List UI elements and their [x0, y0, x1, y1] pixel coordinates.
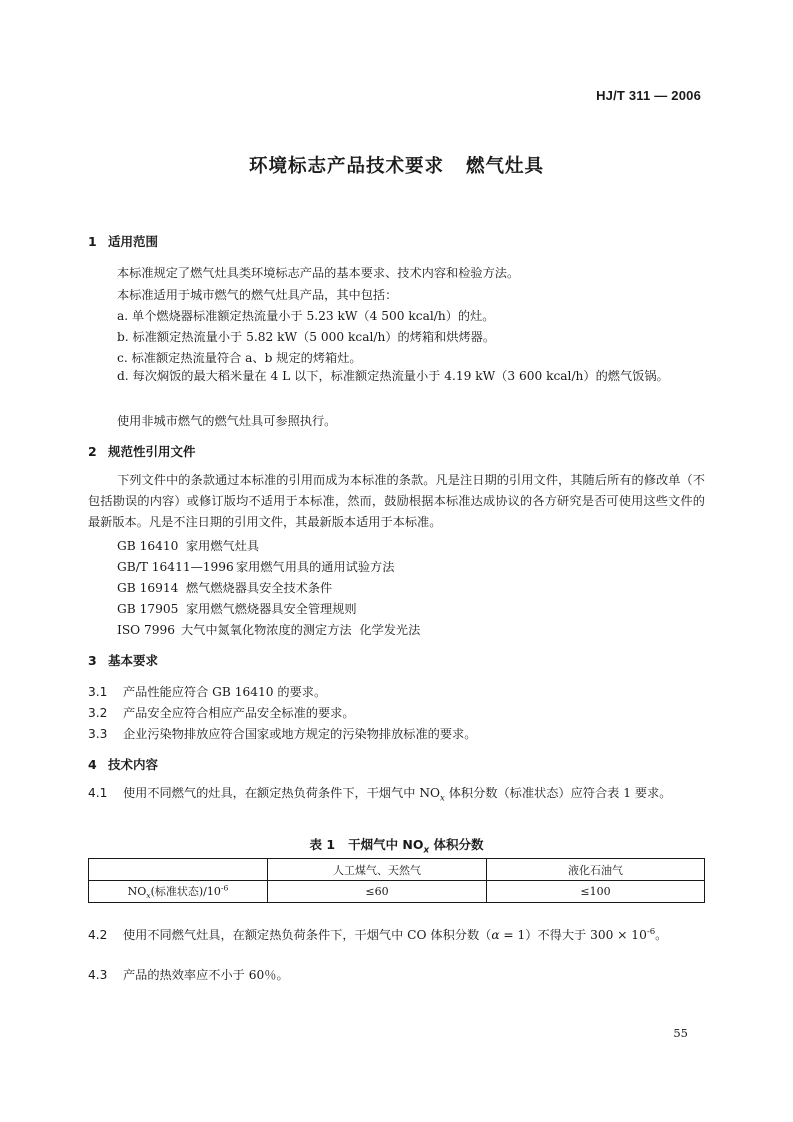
- reference-item: GB 16914 燃气燃烧器具安全技术条件: [117, 581, 333, 595]
- table-cell: ≤60: [268, 881, 487, 903]
- section-2-intro: 下列文件中的条款通过本标准的引用而成为本标准的条款。凡是注日期的引用文件，其随后所有的修改单（不包括勘误的内容）或修订版均不适用于本标准，然而，鼓励根据本标准达成协议的各方研究是否可使用这些文件的最新版本。凡是不注日期的引用文件，其最新版本适用于本标准。: [88, 473, 705, 529]
- section-4-heading: 4 技术内容: [88, 757, 159, 772]
- table-header-row: [89, 859, 705, 881]
- clause-4-2: 4.2 使用不同燃气灶具，在额定热负荷条件下，干烟气中 CO 体积分数（α = 1）不得大于 $300 \times 10^{-6}$。: [88, 927, 668, 943]
- reference-item: GB 16410 家用燃气灶具: [117, 539, 260, 553]
- table-header-cell: [89, 859, 268, 881]
- document-title: [0, 152, 793, 178]
- section-1-heading: 1 适用范围: [88, 234, 159, 249]
- table-cell: ≤100: [487, 881, 705, 903]
- section-1-item-c: c. 标准额定热流量符合 a、b 规定的烤箱灶。: [117, 351, 362, 365]
- section-1-item-d: d. 每次焖饭的最大稻米量在 4 L 以下，标准额定热流量小于 4.19 kW（3 600 kcal/h）的燃气饭锅。: [117, 369, 669, 383]
- clause-3-1: 3.1 产品性能应符合 GB 16410 的要求。: [88, 685, 327, 699]
- reference-item: GB 17905 家用燃气燃烧器具安全管理规则: [117, 602, 357, 616]
- section-1-para-3: 使用非城市燃气的燃气灶具可参照执行。: [117, 414, 337, 428]
- clause-3-3: 3.3 企业污染物排放应符合国家或地方规定的污染物排放标准的要求。: [88, 727, 477, 741]
- table-header-cell: 液化石油气: [487, 859, 705, 881]
- table-row: [89, 881, 705, 903]
- section-1-item-a: a. 单个燃烧器标准额定热流量小于 5.23 kW（4 500 kcal/h）的灶。: [117, 309, 495, 323]
- section-2-heading: 2 规范性引用文件: [88, 444, 196, 459]
- nox-table: [88, 858, 705, 903]
- clause-3-2: 3.2 产品安全应符合相应产品安全标准的要求。: [88, 706, 355, 720]
- reference-item: ISO 7996 大气中氮氧化物浓度的测定方法 化学发光法: [117, 623, 421, 637]
- clause-4-3: 4.3 产品的热效率应不小于 60％。: [88, 968, 289, 982]
- table-header-cell: 人工煤气、天然气: [268, 859, 487, 881]
- section-3-heading: 3 基本要求: [88, 653, 159, 668]
- page-number: 55: [673, 1026, 688, 1040]
- standard-code: HJ/T 311 — 2006: [596, 88, 701, 103]
- title-product: 燃气灶具: [466, 156, 545, 177]
- title-main: 环境标志产品技术要求: [248, 156, 444, 177]
- table-1-caption: 表 1 干烟气中 $NO_x$ 体积分数: [309, 837, 484, 856]
- section-1-para-1: 本标准规定了燃气灶具类环境标志产品的基本要求、技术内容和检验方法。: [117, 266, 520, 280]
- section-1-item-b: b. 标准额定热流量小于 5.82 kW（5 000 kcal/h）的烤箱和烘烤器。: [117, 330, 496, 344]
- reference-item: GB/T 16411—1996 家用燃气用具的通用试验方法: [117, 560, 395, 574]
- table-row-label: $NO_x$(标准状态)$/10^{-6}$: [89, 881, 268, 903]
- clause-4-1: 4.1 使用不同燃气的灶具，在额定热负荷条件下，干烟气中 $NO_x$ 体积分数（标准状态）应符合表 1 要求。: [88, 786, 672, 804]
- section-1-para-2: 本标准适用于城市燃气的燃气灶具产品，其中包括：: [117, 288, 398, 302]
